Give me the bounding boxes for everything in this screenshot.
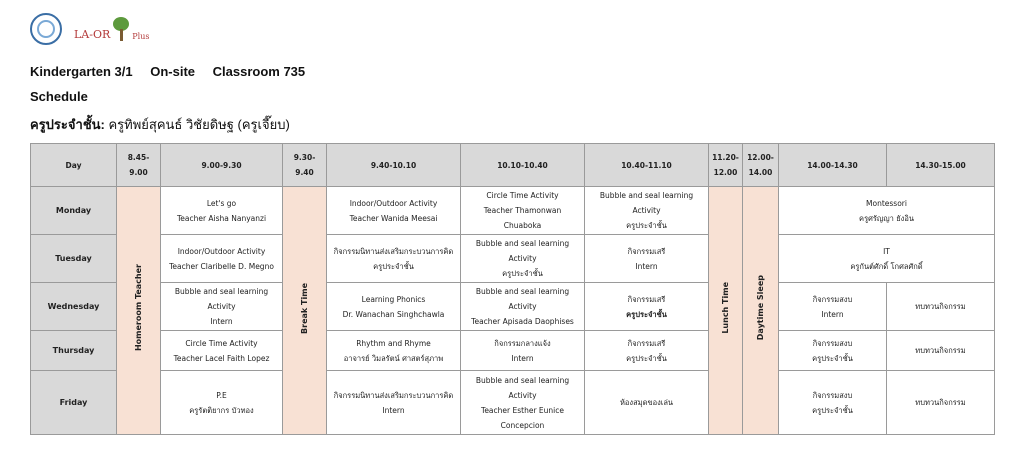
slot-0940: Indoor/Outdoor Activity Teacher Wanida Meesai	[327, 187, 461, 235]
slot-1400: กิจกรรมสงบ ครูประจำชั้น	[779, 331, 887, 371]
schedule-table	[30, 143, 995, 435]
slot-afternoon: Montessori ครูศรัญญา ยังอิน	[779, 187, 995, 235]
slot-1040: ห้องสมุดของเล่น	[585, 371, 709, 435]
slot-1040: กิจกรรมเสรี ครูประจำชั้น	[585, 283, 709, 331]
class-mode: On-site	[150, 64, 196, 79]
brand-main-text: LA-OR	[74, 28, 111, 41]
slot-0900: Bubble and seal learning Activity Intern	[161, 283, 283, 331]
slot-0900: Circle Time Activity Teacher Lacel Faith Lopez	[161, 331, 283, 371]
teacher-name: ครูทิพย์สุคนธ์ วิชัยดิษฐ (ครูเจี๊ยบ)	[108, 117, 290, 132]
col-header-1430: 14.30-15.00	[887, 144, 995, 187]
schedule-label: Schedule	[30, 89, 88, 104]
slot-1040: Bubble and seal learning Activity ครูประจำชั้น	[585, 187, 709, 235]
table-row-monday	[31, 187, 995, 235]
col-header-1010: 10.10-10.40	[461, 144, 585, 187]
class-name: Kindergarten 3/1	[30, 64, 133, 79]
lunch-label: Lunch Time	[721, 282, 730, 334]
homeroom-label: Homeroom Teacher	[134, 264, 143, 352]
teacher-label: ครูประจำชั้น:	[30, 117, 105, 132]
header-row	[31, 144, 995, 187]
slot-afternoon: IT ครูกันต์ศักดิ์ โกศลศักดิ์	[779, 235, 995, 283]
table-row-thursday	[31, 331, 995, 371]
slot-1430: ทบทวนกิจกรรม	[887, 283, 995, 331]
col-header-0845: 8.45-9.00	[117, 144, 161, 187]
slot-0900: Indoor/Outdoor Activity Teacher Claribelle D. Megno	[161, 235, 283, 283]
slot-0940: Rhythm and Rhyme อาจารย์ วิมลรัตน์ ศาสตร์สุภาพ	[327, 331, 461, 371]
day-cell: Thursday	[31, 331, 117, 371]
col-header-1200: 12.00-14.00	[743, 144, 779, 187]
break-span-cell	[283, 187, 327, 435]
slot-1010: กิจกรรมกลางแจ้ง Intern	[461, 331, 585, 371]
homeroom-teacher-line	[30, 114, 290, 135]
slot-1400: กิจกรรมสงบ Intern	[779, 283, 887, 331]
slot-1040: กิจกรรมเสรี Intern	[585, 235, 709, 283]
slot-1010: Bubble and seal learning Activity Teacher Apisada Daophises	[461, 283, 585, 331]
break-label: Break Time	[300, 282, 309, 334]
day-cell: Monday	[31, 187, 117, 235]
day-cell: Wednesday	[31, 283, 117, 331]
col-header-day: Day	[31, 144, 117, 187]
slot-0900: P.E ครูรัตติยากร บัวทอง	[161, 371, 283, 435]
class-info-line	[30, 64, 319, 79]
table-row-friday	[31, 371, 995, 435]
slot-1010: Circle Time Activity Teacher Thamonwan Chuaboka	[461, 187, 585, 235]
school-seal-logo	[30, 13, 62, 45]
slot-1040: กิจกรรมเสรี ครูประจำชั้น	[585, 331, 709, 371]
day-cell: Friday	[31, 371, 117, 435]
col-header-1400: 14.00-14.30	[779, 144, 887, 187]
col-header-1120: 11.20-12.00	[709, 144, 743, 187]
slot-0900: Let's go Teacher Aisha Nanyanzi	[161, 187, 283, 235]
sleep-label: Daytime Sleep	[756, 275, 765, 341]
homeroom-span-cell	[117, 187, 161, 435]
brand-sub-text: Plus	[132, 32, 150, 41]
slot-0940: กิจกรรมนิทานส่งเสริมกระบวนการคิด Intern	[327, 371, 461, 435]
sleep-span-cell	[743, 187, 779, 435]
slot-1010: Bubble and seal learning Activity ครูประจำชั้น	[461, 235, 585, 283]
tree-icon	[112, 17, 130, 41]
logo-bar	[30, 8, 149, 50]
slot-0940: กิจกรรมนิทานส่งเสริมกระบวนการคิด ครูประจำชั้น	[327, 235, 461, 283]
slot-0940: Learning Phonics Dr. Wanachan Singhchawla	[327, 283, 461, 331]
lunch-span-cell	[709, 187, 743, 435]
slot-1430: ทบทวนกิจกรรม	[887, 331, 995, 371]
col-header-0930: 9.30-9.40	[283, 144, 327, 187]
col-header-0900: 9.00-9.30	[161, 144, 283, 187]
slot-1010: Bubble and seal learning Activity Teacher Esther Eunice Concepcion	[461, 371, 585, 435]
class-room: Classroom 735	[212, 64, 306, 79]
col-header-0940: 9.40-10.10	[327, 144, 461, 187]
table-row-tuesday	[31, 235, 995, 283]
day-cell: Tuesday	[31, 235, 117, 283]
table-row-wednesday	[31, 283, 995, 331]
slot-1400: กิจกรรมสงบ ครูประจำชั้น	[779, 371, 887, 435]
col-header-1040: 10.40-11.10	[585, 144, 709, 187]
slot-1430: ทบทวนกิจกรรม	[887, 371, 995, 435]
la-or-plus-logo	[74, 17, 149, 41]
